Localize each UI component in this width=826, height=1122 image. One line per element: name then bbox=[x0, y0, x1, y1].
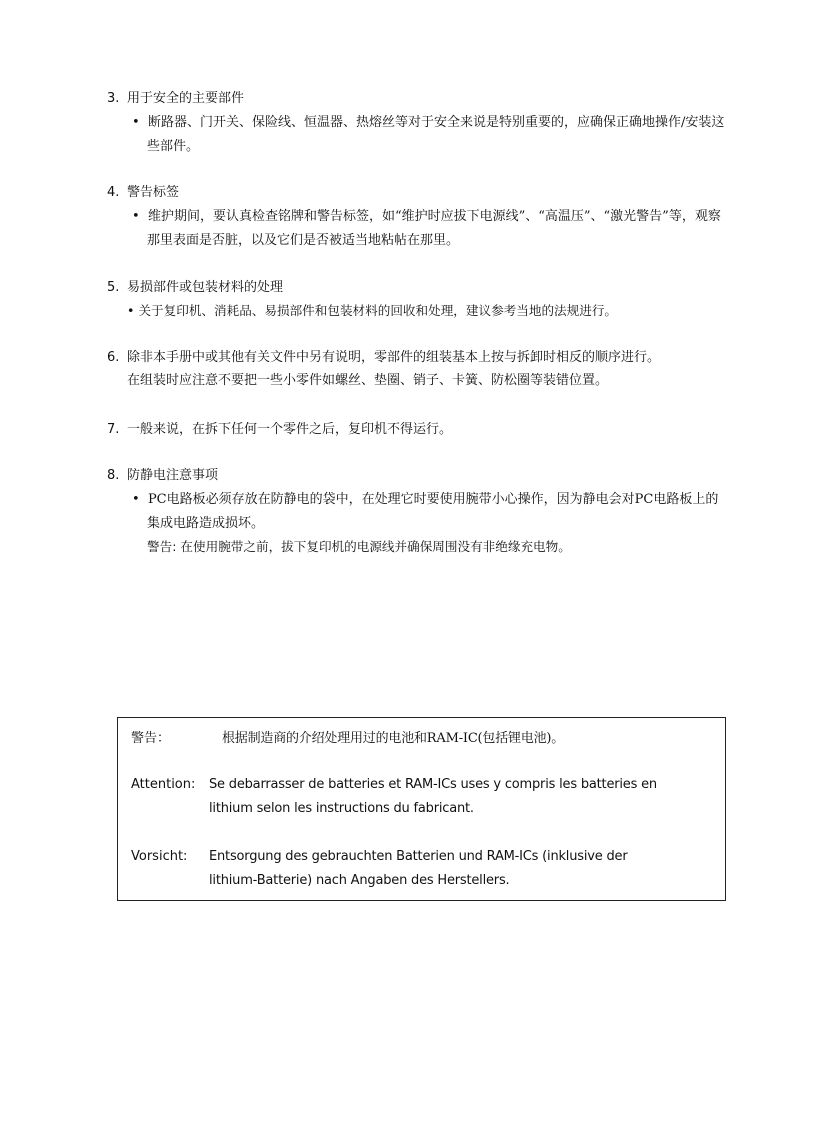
section-number: 7. bbox=[107, 422, 120, 437]
section-heading bbox=[107, 278, 727, 298]
bullet-dot: • bbox=[132, 115, 140, 130]
bullet-item bbox=[107, 488, 727, 536]
warning-line: 警告: 在使用腕带之前，拔下复印机的电源线并确保周围没有非绝缘充电物。 bbox=[147, 539, 571, 554]
bullet-dot: • bbox=[132, 209, 140, 224]
section-title: 除非本手册中或其他有关文件中另有说明，零部件的组装基本上按与拆卸时相反的顺序进行。 bbox=[127, 350, 661, 365]
notice-label: Vorsicht: bbox=[131, 849, 188, 864]
section-5 bbox=[107, 278, 727, 323]
bullet-dot: • bbox=[132, 492, 140, 507]
bullet-text: 维护期间，要认真检查铭牌和警告标签，如“维护时应拔下电源线”、“高温压”、“激光警告”等，观察那里表面是否脏，以及它们是否被适当地粘帖在那里。 bbox=[147, 209, 721, 248]
bullet-text: 断路器、门开关、保险线、恒温器、热熔丝等对于安全来说是特别重要的，应确保正确地操作/安装这些部件。 bbox=[147, 115, 725, 154]
notice-text: Entsorgung des gebrauchten Batterien und RAM-ICs (inklusive der lithium-Batterie) nach Angaben des Herstellers. bbox=[209, 849, 628, 888]
section-heading bbox=[107, 420, 727, 440]
notice-label: 警告： bbox=[131, 731, 171, 746]
section-number: 5. bbox=[107, 280, 120, 295]
section-title: 防静电注意事项 bbox=[127, 468, 219, 483]
section-title: 用于安全的主要部件 bbox=[127, 91, 245, 106]
bullet-dot: • bbox=[127, 303, 135, 318]
bullet-item bbox=[107, 111, 727, 159]
section-heading bbox=[107, 89, 727, 109]
section-8 bbox=[107, 466, 727, 559]
bullet-text: PC电路板必须存放在防静电的袋中，在处理它时要使用腕带小心操作，因为静电会对PC电路板上的集成电路造成损坏。 bbox=[147, 492, 719, 531]
section-6 bbox=[107, 348, 727, 392]
section-4 bbox=[107, 183, 727, 253]
section-number: 6. bbox=[107, 350, 120, 365]
bullet-item bbox=[107, 205, 727, 253]
notice-text: Se debarrasser de batteries et RAM-ICs uses y compris les batteries en lithium selon les instructions du fabricant. bbox=[209, 777, 657, 816]
section-3 bbox=[107, 89, 727, 159]
section-heading bbox=[107, 466, 727, 486]
bullet-text-prefix: 关于复印机、 bbox=[138, 303, 215, 318]
section-title: 一般来说，在拆下任何一个零件之后，复印机不得运行。 bbox=[127, 422, 453, 437]
section-number: 3. bbox=[107, 91, 120, 106]
section-7 bbox=[107, 420, 727, 440]
section-title: 易损部件或包装材料的处理 bbox=[127, 280, 284, 295]
bullet-text: 消耗品、易损部件和包装材料的回收和处理，建议参考当地的法规进行。 bbox=[214, 303, 618, 318]
notice-text: 根据制造商的介绍处理用过的电池和RAM-IC(包括锂电池)。 bbox=[222, 731, 565, 746]
section-text-line: 在组装时应注意不要把一些小零件如螺丝、垫圈、销子、卡簧、防松圈等装错位置。 bbox=[127, 373, 609, 388]
battery-notice-box bbox=[117, 717, 726, 901]
section-heading bbox=[107, 348, 727, 368]
section-heading bbox=[107, 183, 727, 203]
section-number: 4. bbox=[107, 185, 120, 200]
section-number: 8. bbox=[107, 468, 120, 483]
section-title: 警告标签 bbox=[127, 185, 180, 200]
bullet-item bbox=[107, 299, 727, 323]
notice-label: Attention: bbox=[131, 777, 196, 792]
